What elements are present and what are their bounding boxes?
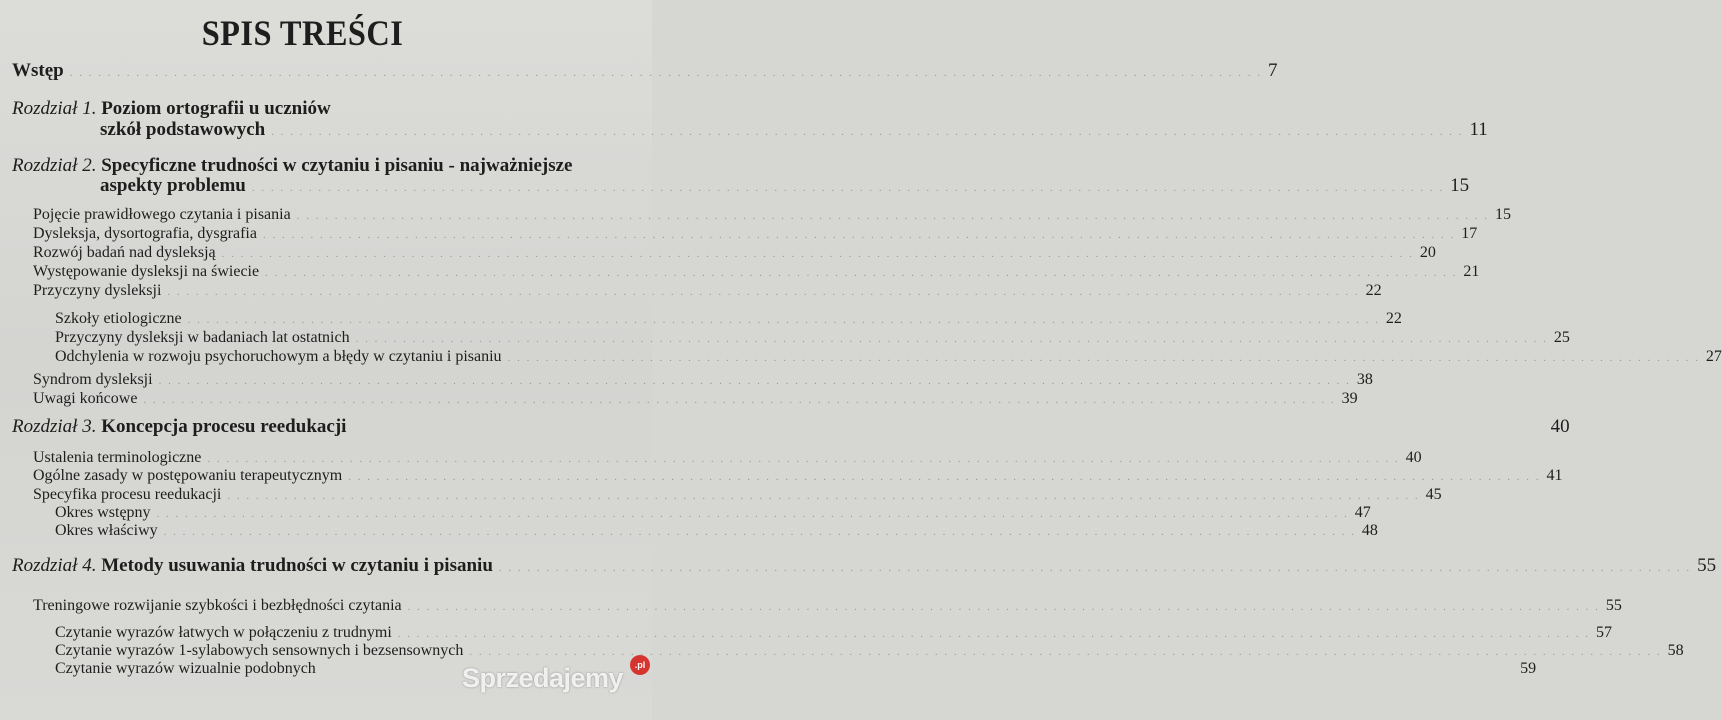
dot-leader — [271, 126, 1463, 138]
page-number: 57 — [1596, 624, 1613, 641]
toc-entry — [0, 624, 1613, 642]
chapter-prefix: Rozdział 4. — [12, 555, 97, 576]
dot-leader — [348, 471, 1540, 483]
page-number: 55 — [1605, 597, 1622, 614]
chapter-prefix: Rozdział 2. — [12, 155, 97, 176]
toc-entry — [0, 467, 1563, 485]
dot-leader — [159, 375, 1351, 387]
page-number: 15 — [1494, 206, 1511, 223]
page-number: 20 — [1419, 244, 1436, 261]
chapter-2-row — [100, 175, 1470, 197]
entry-label: Szkoły etiologiczne — [55, 310, 182, 327]
page-number: 17 — [1461, 225, 1478, 242]
dot-leader — [188, 314, 1380, 326]
page-number: 21 — [1463, 263, 1480, 280]
toc-entry — [0, 642, 1684, 660]
toc-entry — [0, 449, 1422, 467]
dot-leader — [263, 229, 1455, 241]
chapter-4-row — [12, 555, 1717, 577]
entry-label: Odchylenia w rozwoju psychoruchowym a błędy w czytaniu i pisaniu — [55, 348, 502, 365]
toc-entry — [0, 348, 1722, 366]
entry-label: Czytanie wyrazów wizualnie podobnych — [55, 660, 316, 677]
page-number: 58 — [1667, 642, 1684, 659]
dot-leader — [499, 562, 1691, 574]
toc-entry — [0, 522, 1378, 540]
toc-entry — [0, 390, 1358, 408]
toc-entry — [0, 244, 1436, 262]
dot-leader — [297, 210, 1489, 222]
page-number: 39 — [1341, 390, 1358, 407]
page-number: 59 — [1520, 660, 1537, 677]
dot-leader — [157, 508, 1349, 520]
page-title: SPIS TREŚCI — [201, 13, 404, 53]
chapter-title: Metody usuwania trudności w czytaniu i pisaniu — [101, 555, 493, 576]
toc-entry — [0, 597, 1622, 615]
entry-label: Uwagi końcowe — [33, 390, 138, 407]
entry-label: Okres wstępny — [55, 504, 151, 521]
entry-label: Okres właściwy — [55, 522, 158, 539]
dot-leader — [164, 526, 1356, 538]
page-number: 40 — [1405, 449, 1422, 466]
chapter-title: Poziom ortografii u uczniów — [101, 98, 331, 119]
dot-leader — [265, 267, 1457, 279]
page-number: 48 — [1361, 522, 1378, 539]
dot-leader — [408, 601, 1600, 613]
watermark-badge: .pl — [630, 655, 650, 675]
dot-leader — [227, 490, 1419, 502]
page-number: 22 — [1365, 282, 1382, 299]
toc-entry — [0, 371, 1373, 389]
entry-label: Ustalenia terminologiczne — [33, 449, 202, 466]
toc-intro — [12, 60, 1278, 82]
chapter-1-row — [100, 119, 1488, 141]
dot-leader — [167, 286, 1359, 298]
dot-leader — [469, 646, 1661, 658]
chapter-title: Specyficzne trudności w czytaniu i pisaniu - najważniejsze — [101, 155, 573, 176]
chapter-title: szkół podstawowych — [100, 119, 266, 140]
toc-entry — [0, 225, 1478, 243]
toc-entry — [0, 329, 1570, 347]
entry-label: Przyczyny dysleksji — [33, 282, 162, 299]
entry-label: Czytanie wyrazów 1-sylabowych sensownych i bezsensownych — [55, 642, 464, 659]
dot-leader — [508, 352, 1700, 364]
toc-entry — [0, 263, 1480, 281]
entry-label: Specyfika procesu reedukacji — [33, 486, 222, 503]
page-number: 47 — [1354, 504, 1371, 521]
page-number: 11 — [1469, 119, 1488, 140]
entry-label: Dysleksja, dysortografia, dysgrafia — [33, 225, 257, 242]
page-number: 7 — [1267, 60, 1278, 81]
dot-leader — [222, 248, 1414, 260]
page-number: 22 — [1385, 310, 1402, 327]
chapter-title: Koncepcja procesu reedukacji — [101, 416, 347, 437]
chapter-1-heading — [12, 98, 331, 120]
entry-label: Występowanie dysleksji na świecie — [33, 263, 260, 280]
toc-entry — [0, 504, 1371, 522]
entry-label: Syndrom dysleksji — [33, 371, 153, 388]
toc-entry — [0, 282, 1382, 300]
dot-leader — [143, 394, 1335, 406]
chapter-3-row — [12, 416, 1570, 438]
chapter-prefix: Rozdział 1. — [12, 98, 97, 119]
dot-leader — [252, 182, 1444, 194]
entry-label: Treningowe rozwijanie szybkości i bezbłędności czytania — [33, 597, 402, 614]
page-number: 55 — [1697, 555, 1717, 576]
entry-label: Wstęp — [12, 60, 64, 81]
page-number: 27 — [1705, 348, 1722, 365]
page-number: 41 — [1546, 467, 1563, 484]
entry-label: Pojęcie prawidłowego czytania i pisania — [33, 206, 291, 223]
dot-leader — [356, 333, 1548, 345]
watermark-logo: Sprzedajemy — [462, 663, 624, 693]
page-number: 40 — [1550, 416, 1570, 437]
chapter-2-heading — [12, 155, 573, 177]
toc-entry — [0, 310, 1402, 328]
dot-leader — [207, 453, 1399, 465]
entry-label: Rozwój badań nad dysleksją — [33, 244, 216, 261]
chapter-prefix: Rozdział 3. — [12, 416, 97, 437]
toc-entry — [0, 486, 1442, 504]
page-number: 38 — [1356, 371, 1373, 388]
entry-label: Ogólne zasady w postępowaniu terapeutycznym — [33, 467, 343, 484]
page-number: 25 — [1553, 329, 1570, 346]
dot-leader — [70, 67, 1262, 79]
page-number: 45 — [1425, 486, 1442, 503]
entry-label: Czytanie wyrazów łatwych w połączeniu z trudnymi — [55, 624, 392, 641]
page-number: 15 — [1450, 175, 1470, 196]
chapter-title: aspekty problemu — [100, 175, 246, 196]
dot-leader — [398, 628, 1590, 640]
toc-entry — [0, 206, 1511, 224]
entry-label: Przyczyny dysleksji w badaniach lat ostatnich — [55, 329, 350, 346]
